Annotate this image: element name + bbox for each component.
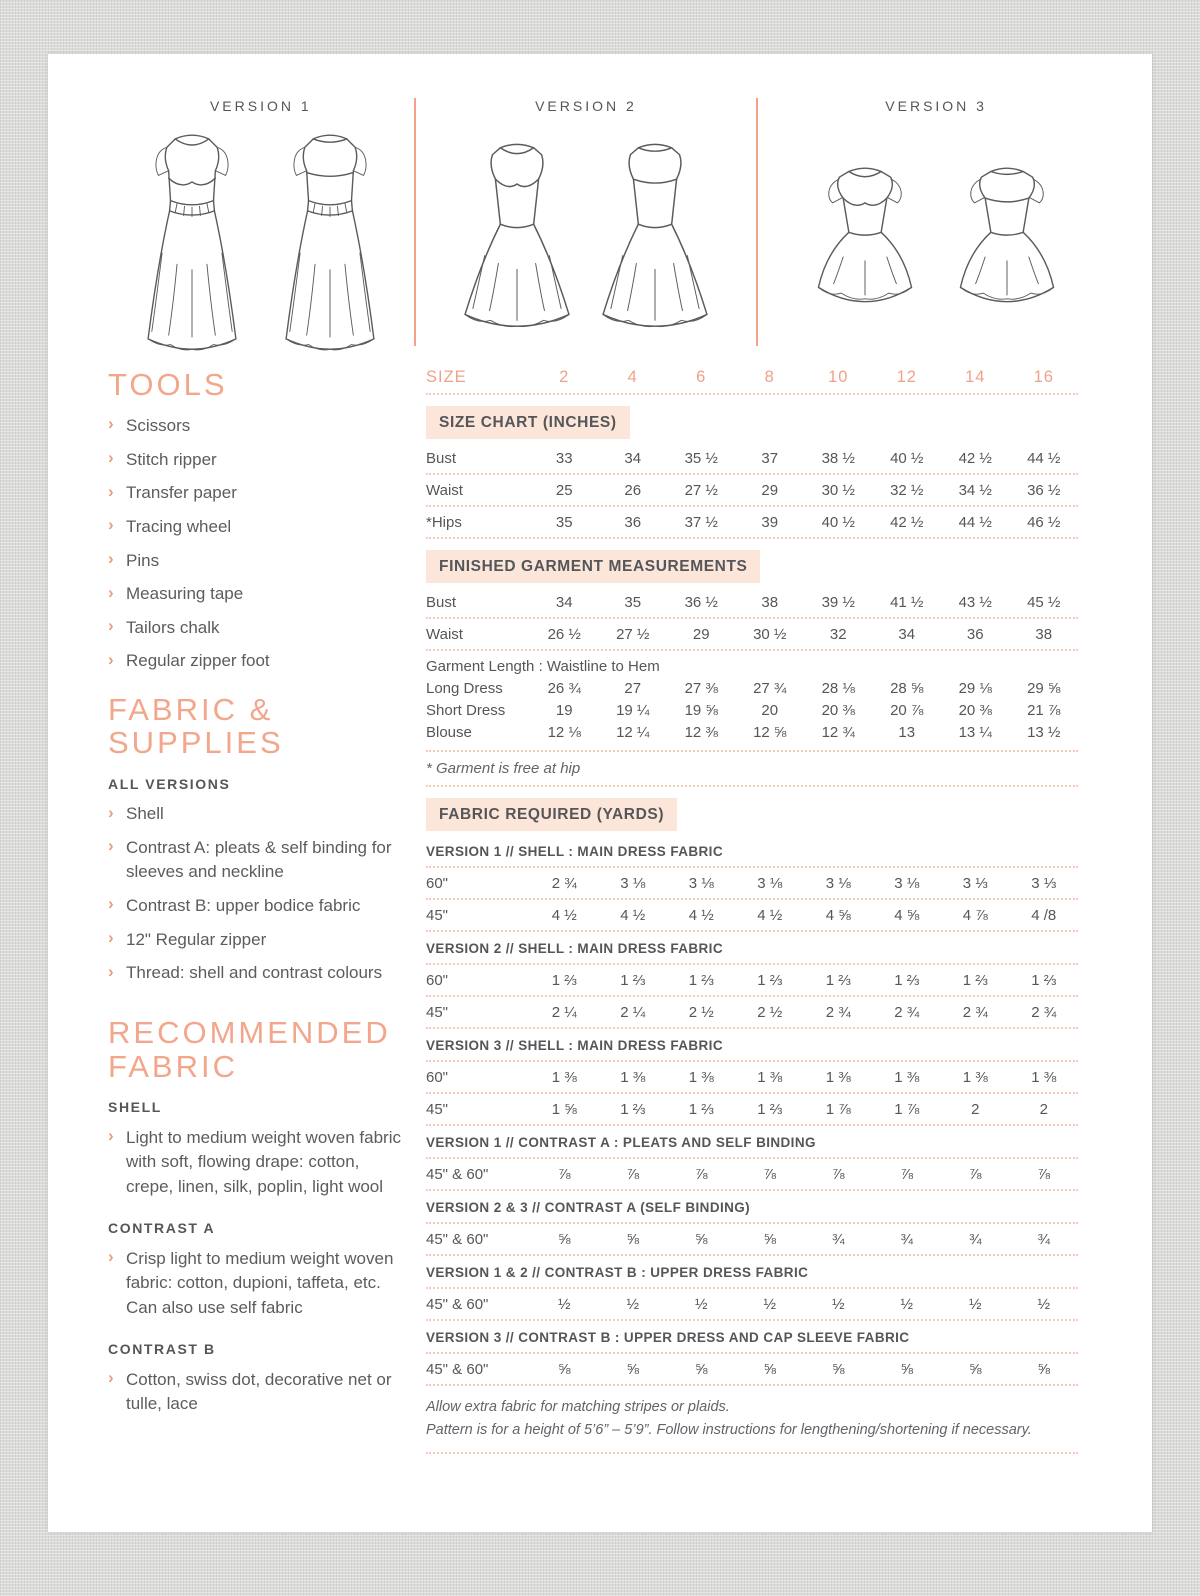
row-label: *Hips [426,514,462,531]
version-1-back-dress-illustration [268,124,392,352]
version-2-panel [416,98,757,360]
yardage-value: ⅝ [557,1231,571,1248]
size-value: 6 [696,368,707,386]
measurement-value: 36 [624,514,642,531]
list-item-text: 12" Regular zipper [126,929,267,949]
yardage-value: ⅝ [694,1361,708,1378]
yardage-value: ¾ [968,1231,982,1248]
list-item [108,645,406,679]
yardage-value: 2 ¾ [1031,1004,1057,1021]
table-row [426,1159,1078,1191]
fabric-group [108,1341,406,1421]
footer-notes [426,1386,1078,1454]
fabric-section-heading: VERSION 3 // SHELL : MAIN DRESS FABRIC [426,1029,1078,1062]
tools-section [108,368,406,679]
measurement-value: 13 [898,723,916,741]
yardage-value: 1 ⅔ [894,972,920,989]
yardage-value: 3 ⅛ [757,875,783,892]
yardage-value: 1 ⅜ [825,1069,851,1086]
measurement-value: 30 ½ [753,626,787,643]
fabric-supplies-heading: FABRIC & SUPPLIES [108,691,284,761]
yardage-value: ⅝ [694,1231,708,1248]
table-row [426,699,1078,721]
version-2-front-dress-illustration [455,136,579,336]
fabric-section-heading: VERSION 1 & 2 // CONTRAST B : UPPER DRESS FABRIC [426,1256,1078,1289]
measurement-value: 36 [966,626,984,643]
yardage-value: 1 ⅔ [620,972,646,989]
version-2-label: VERSION 2 [535,98,637,114]
sidebar [108,366,406,1454]
list-item-text: Light to medium weight woven fabric with soft, flowing drape: cotton, crepe, linen, silk, poplin, light wool [126,1127,401,1197]
measurement-value: 25 [555,482,573,499]
yardage-value: ½ [763,1296,776,1313]
table-row [426,475,1078,507]
table-row [426,997,1078,1029]
yardage-value: 1 ⅔ [620,1101,646,1118]
yardage-value: ½ [1037,1296,1050,1313]
yardage-value: ⅞ [694,1166,708,1183]
measurement-value: 36 ½ [1027,482,1061,499]
measurement-value: 12 ⅜ [684,723,718,741]
list-item [108,477,406,511]
measurement-value: 12 ⅛ [547,723,581,741]
note-stripes: Allow extra fabric for matching stripes or plaids. [426,1399,730,1415]
table-row [426,721,1078,743]
list-item [108,923,406,957]
finished-title-wrap [426,550,1078,583]
yardage-value: 2 ½ [757,1004,783,1021]
measurement-value: 29 ⅛ [958,679,992,697]
fabric-group-subheading: CONTRAST A [108,1220,216,1237]
measurement-value: 29 [761,482,779,499]
yardage-value: ½ [626,1296,639,1313]
size-value: 12 [896,368,917,386]
measurement-value: 29 ⅝ [1027,679,1061,697]
version-1-panel [108,98,414,360]
yardage-value: 1 ⅔ [688,972,714,989]
yardage-value: 2 [1039,1101,1048,1118]
yardage-value: 4 ½ [620,907,646,924]
list-item-text: Shell [126,804,164,824]
yardage-value: 1 ⅔ [962,972,988,989]
measurement-value: 32 ½ [890,482,924,499]
measurements-tables [426,366,1078,1454]
list-item [108,798,406,832]
fabric-group-subheading: SHELL [108,1099,162,1116]
measurement-value: 19 ⅝ [684,701,718,719]
measurement-value: 19 [555,701,573,719]
yardage-value: 1 ⅜ [894,1069,920,1086]
yardage-value: 2 ¼ [620,1004,646,1021]
table-row [426,1224,1078,1256]
yardage-value: 1 ⅔ [688,1101,714,1118]
yardage-value: ⅝ [968,1361,982,1378]
yardage-value: 3 ⅛ [894,875,920,892]
measurement-value: 20 [761,701,779,719]
table-row [426,900,1078,932]
row-label: 45" & 60" [426,1166,489,1183]
fabric-section [426,1191,1078,1256]
yardage-value: 1 ⅔ [1031,972,1057,989]
fabric-section-heading: VERSION 2 & 3 // CONTRAST A (SELF BINDING) [426,1191,1078,1224]
yardage-value: 4 ½ [551,907,577,924]
yardage-value: ⅝ [763,1361,776,1378]
measurement-value: 35 [555,514,573,531]
yardage-value: 2 ¾ [551,875,577,892]
measurement-value: 26 ½ [547,626,581,643]
measurement-value: 35 [624,594,642,611]
size-value: 14 [965,368,986,386]
fabric-group [108,1220,406,1325]
yardage-value: 3 ⅓ [962,875,988,892]
yardage-value: 2 ¼ [551,1004,577,1021]
yardage-value: 1 ⅔ [825,972,851,989]
row-label: 45" [426,1101,449,1118]
yardage-value: ½ [900,1296,913,1313]
list-item-text: Transfer paper [126,483,237,503]
fabric-section [426,1321,1078,1386]
yardage-value: 1 ⅜ [688,1069,714,1086]
fabric-group [108,1099,406,1204]
yardage-value: 3 ⅛ [688,875,714,892]
garment-length-rows [426,677,1078,743]
yardage-value: ½ [557,1296,571,1313]
yardage-value: ⅞ [626,1166,639,1183]
finished-title: FINISHED GARMENT MEASUREMENTS [426,550,760,583]
fabric-section [426,1029,1078,1126]
measurement-value: 20 ⅞ [890,701,924,719]
yardage-value: 1 ⅔ [757,1101,783,1118]
list-item-text: Scissors [126,415,191,435]
measurement-value: 41 ½ [890,594,924,611]
list-item [108,443,406,477]
fabric-section [426,1256,1078,1321]
table-row [426,1094,1078,1126]
fabric-section [426,835,1078,932]
measurement-value: 13 ¼ [958,723,992,741]
measurement-value: 27 [624,679,642,697]
list-item-text: Crisp light to medium weight woven fabric: cotton, dupioni, taffeta, etc. Can also use self fabric [126,1248,394,1318]
yardage-value: ¾ [831,1231,845,1248]
list-item [108,1121,406,1204]
recommended-fabric-groups [108,1099,406,1421]
measurement-value: 38 [761,594,779,611]
yardage-value: 1 ⅜ [757,1069,783,1086]
fabric-required-title-wrap [426,798,1078,831]
yardage-value: 4 ⅞ [962,907,988,924]
measurement-value: 29 [692,626,710,643]
measurement-value: 30 ½ [821,482,855,499]
list-item-text: Measuring tape [126,584,244,604]
size-value: 10 [828,368,849,386]
yardage-value: 4 ½ [688,907,714,924]
yardage-value: ½ [831,1296,845,1313]
table-row [426,1289,1078,1321]
fabric-section-heading: VERSION 2 // SHELL : MAIN DRESS FABRIC [426,932,1078,965]
yardage-value: ⅝ [763,1231,776,1248]
measurement-value: 34 ½ [958,482,992,499]
yardage-value: 4 ⅝ [825,907,851,924]
list-item-text: Tracing wheel [126,516,232,536]
list-item-text: Contrast B: upper bodice fabric [126,895,361,915]
yardage-value: ⅝ [831,1361,845,1378]
list-item [108,578,406,612]
version-1-drawings [130,124,392,352]
note-height: Pattern is for a height of 5’6” – 5’9”. Follow instructions for lengthening/shortening if necessary. [426,1422,1032,1439]
row-label: 45" & 60" [426,1231,489,1248]
size-chart-title: SIZE CHART (INCHES) [426,406,630,439]
measurement-value: 42 ½ [890,514,924,531]
measurement-value: 36 ½ [684,594,718,611]
version-1-label: VERSION 1 [209,98,312,114]
measurement-value: 13 ½ [1027,723,1061,741]
yardage-value: ⅝ [1037,1361,1050,1378]
measurement-value: 34 [898,626,916,643]
measurement-value: 34 [624,450,642,467]
measurement-value: 28 ⅛ [821,679,855,697]
measurement-value: 19 ¼ [616,701,650,719]
table-row [426,587,1078,619]
version-3-drawings [804,162,1068,314]
yardage-value: ⅝ [900,1361,913,1378]
all-versions-subheading: ALL VERSIONS [108,775,231,792]
fabric-section-rows [426,1289,1078,1321]
measurement-value: 28 ⅝ [890,679,924,697]
list-item-text: Regular zipper foot [126,651,270,671]
fabric-section-rows [426,1354,1078,1386]
measurement-value: 12 ¼ [616,723,650,741]
table-row [426,677,1078,699]
yardage-value: ½ [968,1296,982,1313]
yardage-value: ⅞ [968,1166,982,1183]
measurement-value: 44 ½ [958,514,992,531]
row-label: 45" & 60" [426,1361,489,1378]
measurement-value: 27 ½ [616,626,650,643]
size-header-row [426,366,1078,395]
table-row [426,1062,1078,1094]
finished-rows [426,587,1078,651]
fabric-section-rows [426,1062,1078,1126]
yardage-value: 1 ⅜ [551,1069,577,1086]
table-row [426,868,1078,900]
measurement-value: 38 ½ [821,450,855,467]
yardage-value: ¾ [900,1231,913,1248]
tools-heading: TOOLS [108,367,228,402]
measurement-value: 46 ½ [1027,514,1061,531]
list-item [108,1242,406,1325]
row-label: 60" [426,1069,449,1086]
list-item-text: Cotton, swiss dot, decorative net or tulle, lace [126,1369,392,1414]
measurement-value: 39 [761,514,779,531]
yardage-value: 1 ⅔ [551,972,577,989]
fabric-section-heading: VERSION 3 // CONTRAST B : UPPER DRESS AND CAP SLEEVE FABRIC [426,1321,1078,1354]
list-item [108,889,406,923]
yardage-value: ⅞ [900,1166,913,1183]
fabric-section-rows [426,965,1078,1029]
measurement-value: 27 ½ [684,482,718,499]
yardage-value: ⅞ [763,1166,776,1183]
measurement-value: 20 ⅜ [821,701,855,719]
measurement-value: 44 ½ [1027,450,1061,467]
fabric-group-list [108,1242,406,1325]
yardage-value: 3 ⅛ [620,875,646,892]
list-item [108,957,406,991]
yardage-value: 2 ¾ [825,1004,851,1021]
yardage-value: 3 ⅓ [1031,875,1057,892]
yardage-value: 4 ½ [757,907,783,924]
measurement-value: 21 ⅞ [1027,701,1061,719]
fabric-section-rows [426,868,1078,932]
fabric-supplies-list [108,798,406,991]
measurement-value: 26 [624,482,642,499]
yardage-value: ⅝ [626,1361,639,1378]
measurement-value: 42 ½ [958,450,992,467]
yardage-value: 1 ⅜ [962,1069,988,1086]
list-item-text: Tailors chalk [126,617,220,637]
row-label: 45" & 60" [426,1296,489,1313]
fabric-section-heading: VERSION 1 // SHELL : MAIN DRESS FABRIC [426,835,1078,868]
garment-length-group [426,651,1078,752]
fabric-group-list [108,1363,406,1421]
row-label: 45" [426,1004,449,1021]
row-label: Bust [426,594,457,611]
fabric-section [426,932,1078,1029]
measurement-value: 33 [555,450,573,467]
list-item [108,611,406,645]
measurement-value: 40 ½ [821,514,855,531]
size-chart-title-wrap [426,406,1078,439]
hips-footnote: * Garment is free at hip [426,752,1078,787]
row-label: Blouse [426,723,472,741]
list-item-text: Thread: shell and contrast colours [126,963,383,983]
yardage-value: 3 ⅛ [825,875,851,892]
version-3-front-blouse-illustration [804,162,926,314]
measurement-value: 38 [1035,626,1053,643]
size-header-label: SIZE [426,368,467,386]
size-value: 4 [627,368,638,386]
yardage-value: ⅝ [626,1231,639,1248]
version-2-drawings [455,136,717,336]
yardage-value: 1 ⅔ [757,972,783,989]
list-item-text: Contrast A: pleats & self binding for sleeves and neckline [126,837,392,882]
size-chart-rows [426,443,1078,539]
table-row [426,507,1078,539]
measurement-value: 26 ¾ [547,679,581,697]
size-value: 8 [764,368,775,386]
measurement-value: 32 [829,626,847,643]
table-row [426,1354,1078,1386]
yardage-value: 4 /8 [1031,907,1057,924]
size-value: 2 [559,368,570,386]
list-item [108,510,406,544]
measurement-value: 35 ½ [684,450,718,467]
version-3-panel [758,98,1114,360]
yardage-value: 2 ¾ [962,1004,988,1021]
row-label: Waist [426,626,463,643]
pattern-info-page [48,54,1152,1532]
fabric-required-title: FABRIC REQUIRED (YARDS) [426,798,677,831]
yardage-value: 1 ⅝ [551,1101,577,1118]
measurement-value: 12 ¾ [821,723,855,741]
list-item [108,409,406,443]
row-label: 45" [426,907,449,924]
table-row [426,965,1078,997]
fabric-group-list [108,1121,406,1204]
garment-length-heading: Garment Length : Waistline to Hem [426,658,660,675]
yardage-value: 1 ⅜ [1031,1069,1057,1086]
measurement-value: 34 [555,594,573,611]
measurement-value: 37 [761,450,779,467]
fabric-required-sections [426,835,1078,1386]
measurement-value: 45 ½ [1027,594,1061,611]
list-item [108,1363,406,1421]
recommended-fabric-heading: RECOMMENDED FABRIC [108,1015,391,1084]
measurement-value: 27 ⅜ [684,679,718,697]
row-label: Bust [426,450,457,467]
size-value: 16 [1033,368,1054,386]
measurement-value: 27 ¾ [753,679,787,697]
recommended-fabric-section [108,1016,406,1421]
version-3-back-blouse-illustration [946,162,1068,314]
yardage-value: 2 ½ [688,1004,714,1021]
yardage-value: 1 ⅞ [894,1101,920,1118]
fabric-group-subheading: CONTRAST B [108,1341,216,1358]
yardage-value: 1 ⅞ [825,1101,851,1118]
table-row [426,619,1078,651]
yardage-value: 2 [971,1101,980,1118]
yardage-value: ¾ [1037,1231,1050,1248]
fabric-section-rows [426,1224,1078,1256]
list-item-text: Stitch ripper [126,449,217,469]
row-label: 60" [426,972,449,989]
yardage-value: ⅞ [1037,1166,1050,1183]
yardage-value: 4 ⅝ [894,907,920,924]
table-row [426,443,1078,475]
yardage-value: ⅞ [831,1166,845,1183]
measurement-value: 37 ½ [684,514,718,531]
fabric-section [426,1126,1078,1191]
yardage-value: 1 ⅜ [620,1069,646,1086]
yardage-value: ⅝ [557,1361,571,1378]
yardage-value: ½ [694,1296,708,1313]
version-1-front-dress-illustration [130,124,254,352]
measurement-value: 40 ½ [890,450,924,467]
version-2-back-dress-illustration [593,136,717,336]
version-illustrations [108,98,1114,360]
measurement-value: 20 ⅜ [958,701,992,719]
measurement-value: 12 ⅝ [753,723,787,741]
measurement-value: 39 ½ [821,594,855,611]
fabric-section-rows [426,1159,1078,1191]
row-label: Short Dress [426,701,506,719]
yardage-value: 2 ¾ [894,1004,920,1021]
version-3-label: VERSION 3 [885,98,987,114]
tools-list [108,409,406,678]
list-item [108,544,406,578]
measurement-value: 43 ½ [958,594,992,611]
row-label: Long Dress [426,679,503,697]
fabric-supplies-section [108,693,406,991]
yardage-value: ⅞ [557,1166,571,1183]
list-item [108,831,406,889]
row-label: Waist [426,482,463,499]
fabric-section-heading: VERSION 1 // CONTRAST A : PLEATS AND SELF BINDING [426,1126,1078,1159]
list-item-text: Pins [126,550,160,570]
row-label: 60" [426,875,449,892]
